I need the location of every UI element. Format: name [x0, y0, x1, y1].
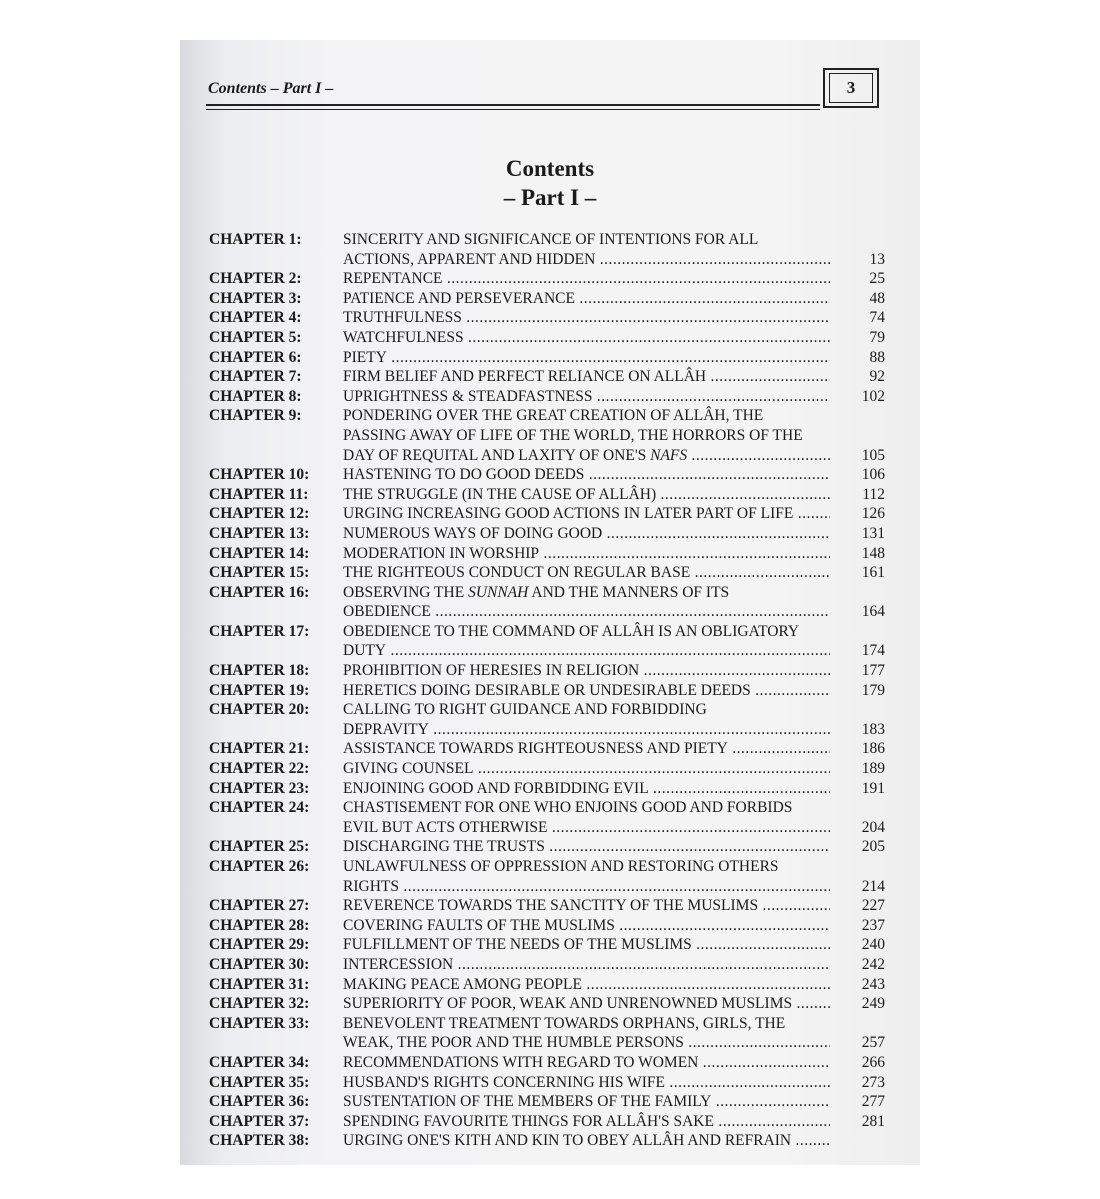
toc-entry [209, 583, 889, 622]
chapter-label: CHAPTER 32: [209, 995, 310, 1013]
chapter-label: CHAPTER 4: [209, 309, 302, 327]
chapter-title-line: REVERENCE TOWARDS THE SANCTITY OF THE MUSLIMS ..... [343, 896, 830, 916]
chapter-label: CHAPTER 10: [209, 466, 310, 484]
toc-entry [209, 759, 889, 779]
chapter-label: CHAPTER 16: [209, 583, 310, 601]
chapter-title-line: URGING ONE'S KITH AND KIN TO OBEY ALLÂH AND REFRAIN ..... [343, 1131, 830, 1151]
page-number: 3 [829, 73, 873, 103]
toc-entry [209, 1131, 889, 1151]
chapter-title [343, 661, 830, 681]
page-ref: 281 [861, 1112, 885, 1130]
page-ref: 92 [869, 368, 885, 386]
chapter-title-line: RECOMMENDATIONS WITH REGARD TO WOMEN ..... [343, 1053, 830, 1073]
chapter-label: CHAPTER 38: [209, 1132, 310, 1150]
chapter-title [343, 857, 830, 896]
toc-entry [209, 739, 889, 759]
chapter-title [343, 798, 830, 837]
chapter-label: CHAPTER 34: [209, 1053, 310, 1071]
chapter-label: CHAPTER 21: [209, 740, 310, 758]
page-ref: 240 [861, 936, 885, 954]
chapter-title [343, 994, 830, 1014]
toc-entry [209, 406, 889, 465]
chapter-label: CHAPTER 27: [209, 897, 310, 915]
page-number-box [823, 68, 879, 108]
page-ref: 257 [861, 1034, 885, 1052]
chapter-title [343, 700, 830, 739]
toc-entry [209, 1092, 889, 1112]
toc-entry [209, 367, 889, 387]
toc-entry [209, 975, 889, 995]
chapter-title [343, 955, 830, 975]
chapter-label: CHAPTER 9: [209, 407, 302, 425]
chapter-title-line: HERETICS DOING DESIRABLE OR UNDESIRABLE DEEDS ..... [343, 681, 830, 701]
chapter-title-line: WEAK, THE POOR AND THE HUMBLE PERSONS ..... [343, 1033, 830, 1053]
chapter-title [343, 367, 830, 387]
header-rule [206, 104, 820, 106]
chapter-label: CHAPTER 19: [209, 681, 310, 699]
page-ref: 189 [861, 760, 885, 778]
toc-entry [209, 230, 889, 269]
chapter-title-line: ACTIONS, APPARENT AND HIDDEN ..... [343, 250, 830, 270]
chapter-title-line: UPRIGHTNESS & STEADFASTNESS ..... [343, 387, 830, 407]
page-ref: 204 [861, 818, 885, 836]
toc-entry [209, 1053, 889, 1073]
page-ref: 79 [869, 328, 885, 346]
toc-entry [209, 994, 889, 1014]
chapter-title-line: OBSERVING THE SUNNAH AND THE MANNERS OF ITS [343, 583, 730, 601]
chapter-title [343, 1053, 830, 1073]
chapter-label: CHAPTER 8: [209, 387, 302, 405]
chapter-title [343, 524, 830, 544]
chapter-title [343, 563, 830, 583]
chapter-title-line: THE RIGHTEOUS CONDUCT ON REGULAR BASE ..... [343, 563, 830, 583]
toc-entry [209, 328, 889, 348]
toc-entry [209, 857, 889, 896]
toc-entry [209, 387, 889, 407]
chapter-label: CHAPTER 22: [209, 760, 310, 778]
chapter-label: CHAPTER 14: [209, 544, 310, 562]
chapter-label: CHAPTER 23: [209, 779, 310, 797]
chapter-label: CHAPTER 11: [209, 485, 309, 503]
chapter-title-line: TRUTHFULNESS ..... [343, 308, 830, 328]
chapter-title [343, 465, 830, 485]
chapter-title [343, 1073, 830, 1093]
chapter-title [343, 935, 830, 955]
chapter-title [343, 544, 830, 564]
toc-entry [209, 269, 889, 289]
toc-entry [209, 955, 889, 975]
chapter-title-line: REPENTANCE ..... [343, 269, 830, 289]
chapter-label: CHAPTER 1: [209, 231, 302, 248]
chapter-label: CHAPTER 20: [209, 701, 310, 719]
chapter-label: CHAPTER 12: [209, 505, 310, 523]
page-ref: 48 [869, 289, 885, 307]
chapter-label: CHAPTER 13: [209, 524, 310, 542]
chapter-title-line: PATIENCE AND PERSEVERANCE ..... [343, 289, 830, 309]
chapter-title [343, 916, 830, 936]
page-ref: 126 [861, 505, 885, 523]
page-ref: 205 [861, 838, 885, 856]
chapter-label: CHAPTER 5: [209, 328, 302, 346]
chapter-label: CHAPTER 6: [209, 348, 302, 366]
chapter-label: CHAPTER 31: [209, 975, 310, 993]
toc-entry [209, 544, 889, 564]
chapter-title [343, 1131, 830, 1151]
chapter-title [343, 406, 830, 465]
page-ref: 249 [861, 995, 885, 1013]
toc-entry [209, 1014, 889, 1053]
chapter-title-line: CALLING TO RIGHT GUIDANCE AND FORBIDDING [343, 701, 707, 719]
page-ref: 214 [861, 877, 885, 895]
chapter-label: CHAPTER 24: [209, 799, 310, 817]
page-ref: 177 [861, 662, 885, 680]
page-ref: 164 [861, 603, 885, 621]
chapter-title-line: HASTENING TO DO GOOD DEEDS ..... [343, 465, 830, 485]
chapter-title-line: BENEVOLENT TREATMENT TOWARDS ORPHANS, GIRLS, THE [343, 1014, 786, 1032]
page-ref: 186 [861, 740, 885, 758]
chapter-title [343, 739, 830, 759]
toc-entry [209, 896, 889, 916]
chapter-title [343, 837, 830, 857]
toc-entry [209, 504, 889, 524]
chapter-title-line: MODERATION IN WORSHIP ..... [343, 544, 830, 564]
chapter-title-line: EVIL BUT ACTS OTHERWISE ..... [343, 818, 830, 838]
chapter-label: CHAPTER 15: [209, 564, 310, 582]
page-ref: 174 [861, 642, 885, 660]
chapter-title-line: MAKING PEACE AMONG PEOPLE ..... [343, 975, 830, 995]
chapter-title-line: RIGHTS ..... [343, 877, 830, 897]
chapter-title [343, 269, 830, 289]
page-ref: 88 [869, 348, 885, 366]
chapter-title [343, 759, 830, 779]
chapter-title [343, 896, 830, 916]
toc-entry [209, 1112, 889, 1132]
chapter-label: CHAPTER 25: [209, 838, 310, 856]
page-subtitle: – Part I – [503, 185, 597, 210]
chapter-title [343, 1092, 830, 1112]
chapter-title-line: HUSBAND'S RIGHTS CONCERNING HIS WIFE ..... [343, 1073, 830, 1093]
toc-entry [209, 681, 889, 701]
page-ref: 227 [861, 897, 885, 915]
chapter-title-line: PROHIBITION OF HERESIES IN RELIGION ..... [343, 661, 830, 681]
chapter-label: CHAPTER 28: [209, 916, 310, 934]
table-of-contents [209, 230, 889, 1151]
toc-entry [209, 1073, 889, 1093]
toc-entry [209, 661, 889, 681]
chapter-title [343, 504, 830, 524]
chapter-label: CHAPTER 36: [209, 1093, 310, 1111]
chapter-label: CHAPTER 29: [209, 936, 310, 954]
chapter-title-line: UNLAWFULNESS OF OPPRESSION AND RESTORING OTHERS [343, 858, 779, 875]
page-ref: 179 [861, 681, 885, 699]
toc-entry [209, 308, 889, 328]
chapter-title-line: FULFILLMENT OF THE NEEDS OF THE MUSLIMS ..... [343, 935, 830, 955]
chapter-title [343, 308, 830, 328]
toc-entry [209, 837, 889, 857]
chapter-title [343, 681, 830, 701]
toc-entry [209, 465, 889, 485]
chapter-title [343, 348, 830, 368]
chapter-title-line: THE STRUGGLE (IN THE CAUSE OF ALLÂH) ..... [343, 485, 830, 505]
chapter-title [343, 622, 830, 661]
chapter-label: CHAPTER 2: [209, 270, 302, 288]
page-ref: 106 [861, 466, 885, 484]
chapter-label: CHAPTER 3: [209, 289, 302, 307]
chapter-title-line: URGING INCREASING GOOD ACTIONS IN LATER PART OF LIFE ..... [343, 504, 830, 524]
page-ref: 277 [861, 1093, 885, 1111]
chapter-title-line: GIVING COUNSEL ..... [343, 759, 830, 779]
page-ref: 161 [861, 564, 885, 582]
chapter-title [343, 975, 830, 995]
toc-entry [209, 700, 889, 739]
page-title: Contents [505, 156, 595, 181]
chapter-title [343, 230, 830, 269]
page-ref: 242 [861, 955, 885, 973]
chapter-title-line: ASSISTANCE TOWARDS RIGHTEOUSNESS AND PIETY ..... [343, 739, 830, 759]
page-ref: 74 [869, 309, 885, 327]
chapter-label: CHAPTER 18: [209, 662, 310, 680]
toc-entry [209, 524, 889, 544]
chapter-title-line: SUPERIORITY OF POOR, WEAK AND UNRENOWNED MUSLIMS ..... [343, 994, 830, 1014]
page-ref: 183 [861, 720, 885, 738]
toc-entry [209, 563, 889, 583]
chapter-title-line: INTERCESSION ..... [343, 955, 830, 975]
toc-entry [209, 779, 889, 799]
page-ref: 243 [861, 975, 885, 993]
page-ref: 273 [861, 1073, 885, 1091]
chapter-title [343, 387, 830, 407]
page-ref: 131 [861, 524, 885, 542]
chapter-title-line: FIRM BELIEF AND PERFECT RELIANCE ON ALLÂH ..... [343, 367, 830, 387]
chapter-title-line: WATCHFULNESS ..... [343, 328, 830, 348]
toc-entry [209, 622, 889, 661]
page-ref: 191 [861, 779, 885, 797]
page-ref: 102 [861, 387, 885, 405]
chapter-title-line: SINCERITY AND SIGNIFICANCE OF INTENTIONS FOR ALL [343, 231, 759, 248]
chapter-title-line: PONDERING OVER THE GREAT CREATION OF ALLÂH, THE [343, 407, 764, 425]
chapter-title [343, 1112, 830, 1132]
chapter-title-line: NUMEROUS WAYS OF DOING GOOD ..... [343, 524, 830, 544]
chapter-label: CHAPTER 37: [209, 1112, 310, 1130]
page-ref: 112 [862, 485, 885, 503]
chapter-title-line: COVERING FAULTS OF THE MUSLIMS ..... [343, 916, 830, 936]
chapter-title-line: DEPRAVITY ..... [343, 720, 830, 740]
chapter-title-line: ENJOINING GOOD AND FORBIDDING EVIL ..... [343, 779, 830, 799]
toc-entry [209, 798, 889, 837]
chapter-label: CHAPTER 26: [209, 858, 310, 875]
book-page [180, 40, 920, 1165]
page-ref: 237 [861, 916, 885, 934]
page-ref: 25 [869, 270, 885, 288]
chapter-label: CHAPTER 33: [209, 1014, 310, 1032]
toc-entry [209, 348, 889, 368]
header-rule-thin [206, 109, 820, 110]
running-head: Contents – Part I – [208, 80, 334, 97]
chapter-label: CHAPTER 7: [209, 368, 302, 386]
chapter-title [343, 289, 830, 309]
page-ref: 266 [861, 1053, 885, 1071]
toc-entry [209, 289, 889, 309]
toc-entry [209, 485, 889, 505]
chapter-title-line: DISCHARGING THE TRUSTS ..... [343, 837, 830, 857]
chapter-title-line: OBEDIENCE TO THE COMMAND OF ALLÂH IS AN OBLIGATORY [343, 622, 800, 640]
chapter-title-line: OBEDIENCE ..... [343, 602, 830, 622]
page-ref: 13 [869, 250, 885, 268]
chapter-title [343, 583, 830, 622]
chapter-title-line: SPENDING FAVOURITE THINGS FOR ALLÂH'S SAKE ..... [343, 1112, 830, 1132]
chapter-title-line: DUTY ..... [343, 641, 830, 661]
page-ref: 148 [861, 544, 885, 562]
page-ref: 105 [861, 446, 885, 464]
chapter-label: CHAPTER 17: [209, 622, 310, 640]
chapter-label: CHAPTER 30: [209, 955, 310, 973]
chapter-title-line: SUSTENTATION OF THE MEMBERS OF THE FAMILY ..... [343, 1092, 830, 1112]
chapter-title-line: PIETY ..... [343, 348, 830, 368]
chapter-title-line: DAY OF REQUITAL AND LAXITY OF ONE'S NAFS ..... [343, 446, 830, 466]
chapter-title-line: PASSING AWAY OF LIFE OF THE WORLD, THE HORRORS OF THE [343, 426, 803, 444]
toc-entry [209, 935, 889, 955]
chapter-title [343, 485, 830, 505]
chapter-title-line: CHASTISEMENT FOR ONE WHO ENJOINS GOOD AND FORBIDS [343, 799, 793, 817]
chapter-title [343, 779, 830, 799]
chapter-title [343, 328, 830, 348]
chapter-label: CHAPTER 35: [209, 1073, 310, 1091]
toc-entry [209, 916, 889, 936]
chapter-title [343, 1014, 830, 1053]
